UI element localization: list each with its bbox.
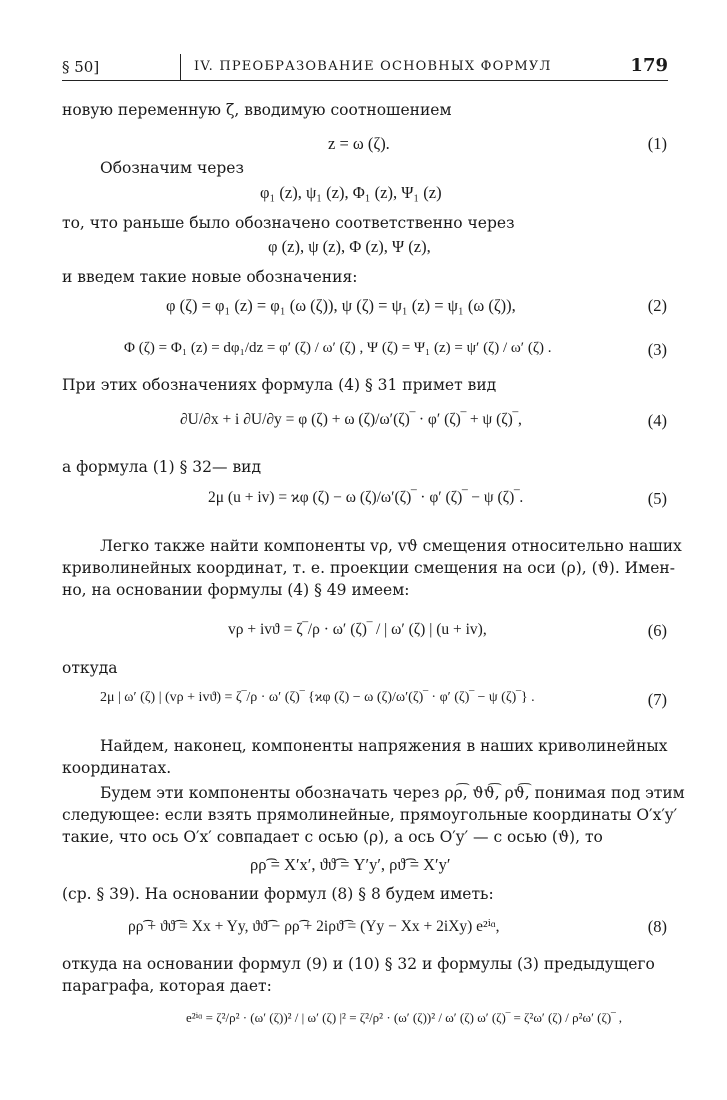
equation-number: (2) — [647, 296, 667, 315]
equation-number: (5) — [647, 489, 667, 508]
equation-3: Φ (ζ) = Φ₁ (z) = dφ₁/dz = φ′ (ζ) / ω′ (ζ) , Ψ (ζ) = Ψ₁ (z) = ψ′ (ζ) / ω′ (ζ) . — [124, 340, 552, 356]
text-line: криволинейных координат, т. е. проекции смещения на оси (ρ), (ϑ). Имен- — [62, 559, 675, 577]
equation-1: z = ω (ζ). — [328, 134, 390, 153]
page-number: 179 — [630, 55, 668, 76]
equation-inline: ρρ͡ = X′x′, ϑϑ͡ = Y′y′, ρϑ͡ = X′y′ — [250, 855, 451, 874]
text-line: откуда на основании формул (9) и (10) § 32 и формулы (3) предыдущего — [62, 955, 655, 973]
equation-6: vρ + ivϑ = ζ‾/ρ · ω′ (ζ)‾ / | ω′ (ζ) | (u + iv), — [228, 621, 487, 638]
text-line: параграфа, которая дает: — [62, 977, 272, 995]
text-line: При этих обозначениях формула (4) § 31 примет вид — [62, 376, 497, 394]
equation-4: ∂U/∂x + i ∂U/∂y = φ (ζ) + ω (ζ)/ω′(ζ)‾ · φ′ (ζ)‾ + ψ (ζ)‾, — [180, 411, 522, 428]
header-title: IV. ПРЕОБРАЗОВАНИЕ ОСНОВНЫХ ФОРМУЛ — [194, 59, 552, 74]
text-line: (ср. § 39). На основании формул (8) § 8 будем иметь: — [62, 885, 494, 903]
text-line: а формула (1) § 32— вид — [62, 458, 262, 476]
text-line: Найдем, наконец, компоненты напряжения в наших криволинейных — [100, 737, 668, 755]
equation-number: (3) — [647, 340, 667, 359]
running-header — [62, 54, 668, 81]
text-line: Будем эти компоненты обозначать через ρρ͡, ϑϑ͡, ρϑ͡, понимая под этим — [100, 784, 685, 802]
text-line: и введем такие новые обозначения: — [62, 268, 358, 286]
equation-5: 2μ (u + iv) = ϰφ (ζ) − ω (ζ)/ω′(ζ)‾ · φ′ (ζ)‾ − ψ (ζ)‾. — [208, 489, 524, 506]
text-line: координатах. — [62, 759, 172, 777]
text-line: Обозначим через — [100, 159, 244, 177]
header-section: § 50] — [62, 58, 100, 76]
text-line: такие, что ось O′x′ совпадает с осью (ρ), а ось O′y′ — с осью (ϑ), то — [62, 828, 603, 846]
text-line: откуда — [62, 659, 118, 677]
equation-inline: φ (z), ψ (z), Φ (z), Ψ (z), — [268, 237, 431, 256]
equation-8: ρρ͡ + ϑϑ͡ = Xx + Yy, ϑϑ͡ − ρρ͡ + 2iρϑ͡ = (Yy − Xx + 2iXy) e²ⁱᵅ, — [128, 918, 500, 935]
equation-inline: φ₁ (z), ψ₁ (z), Φ₁ (z), Ψ₁ (z) — [260, 183, 442, 202]
text-line: новую переменную ζ, вводимую соотношением — [62, 101, 452, 119]
text-line: Легко также найти компоненты vρ, vϑ смещения относительно наших — [100, 537, 682, 555]
text-line: то, что раньше было обозначено соответственно через — [62, 214, 515, 232]
equation-number: (8) — [647, 917, 667, 936]
equation-2: φ (ζ) = φ₁ (z) = φ₁ (ω (ζ)), ψ (ζ) = ψ₁ (z) = ψ₁ (ω (ζ)), — [166, 296, 516, 315]
equation-number: (1) — [647, 134, 667, 153]
equation-number: (4) — [647, 411, 667, 430]
header-divider — [180, 54, 181, 80]
equation-number: (7) — [647, 690, 667, 709]
text-line: но, на основании формулы (4) § 49 имеем: — [62, 581, 410, 599]
text-line: следующее: если взять прямолинейные, прямоугольные координаты O′x′y′ — [62, 806, 678, 824]
equation-inline: e²ⁱᵅ = ζ²/ρ² · (ω′ (ζ))² / | ω′ (ζ) |² = ζ²/ρ² · (ω′ (ζ))² / ω′ (ζ) ω′ (ζ)‾ = ζ²ω′ (ζ) / ρ²ω′ (ζ)‾ , — [186, 1010, 623, 1025]
equation-number: (6) — [647, 621, 667, 640]
equation-7: 2μ | ω′ (ζ) | (vρ + ivϑ) = ζ‾/ρ · ω′ (ζ)‾ {ϰφ (ζ) − ω (ζ)/ω′(ζ)‾ · φ′ (ζ)‾ − ψ (ζ)‾} . — [100, 690, 535, 705]
